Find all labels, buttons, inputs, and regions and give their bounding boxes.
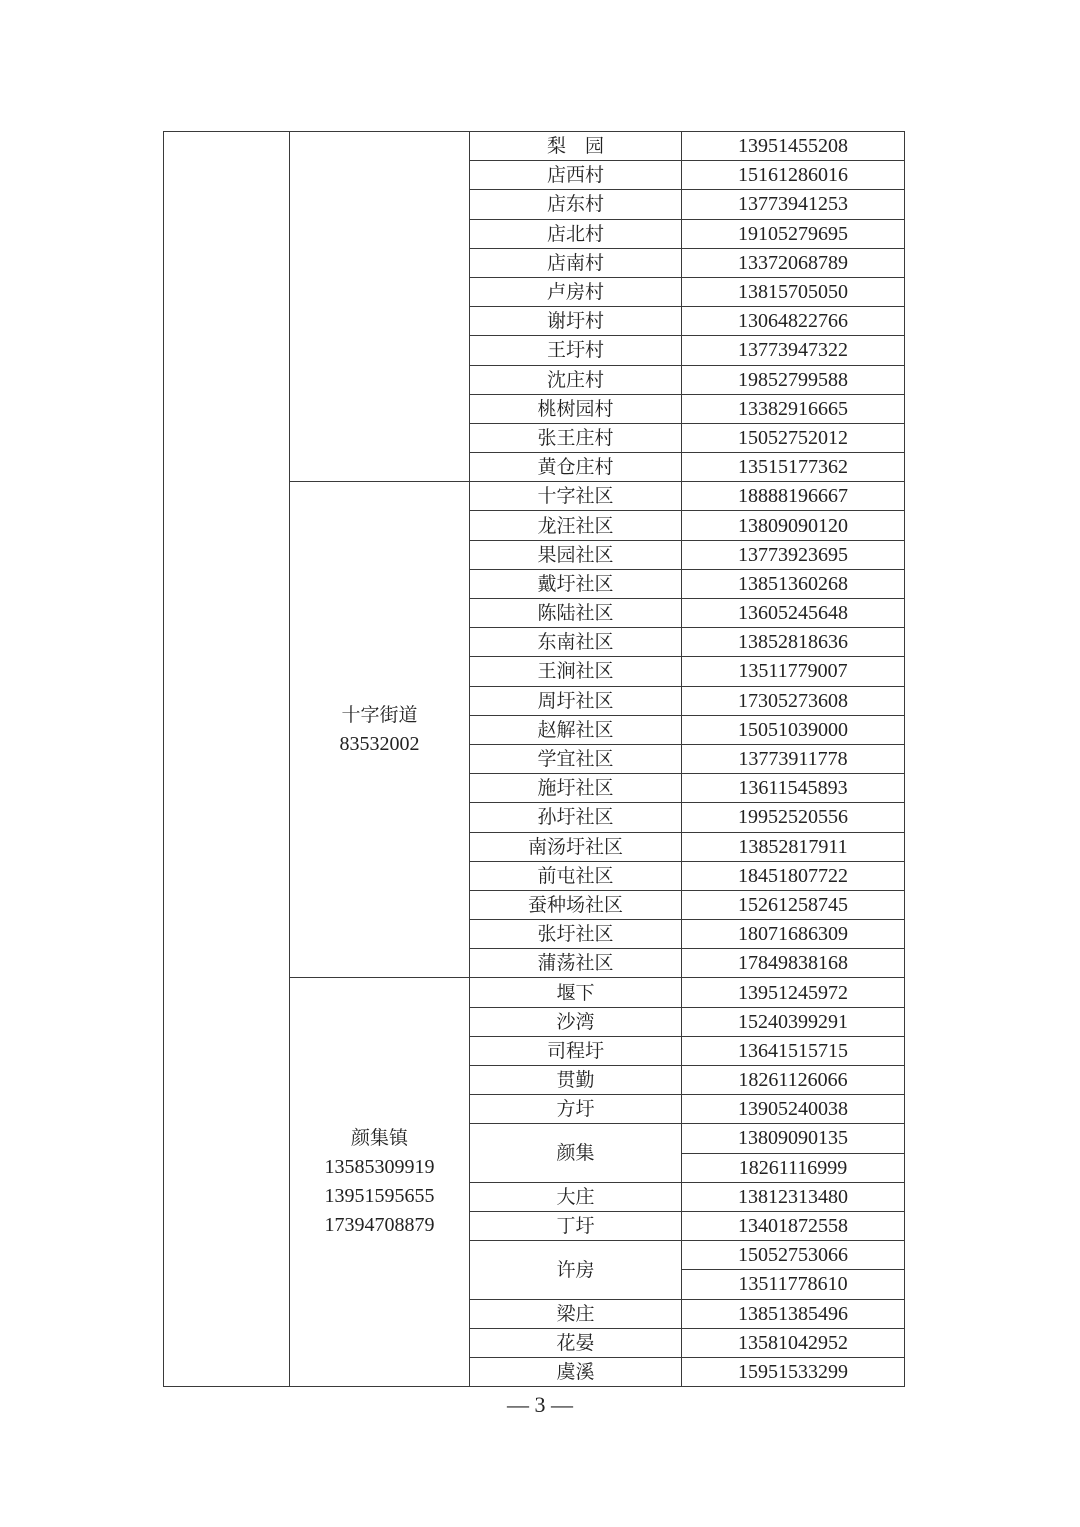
phone-number: 13064822766: [682, 307, 905, 336]
village-name: 陈陆社区: [470, 599, 682, 628]
village-name: 南汤圩社区: [470, 832, 682, 861]
phone-number: 15052752012: [682, 423, 905, 452]
phone-number: 18451807722: [682, 861, 905, 890]
phone-number: 15051039000: [682, 715, 905, 744]
village-name: 花晏: [470, 1328, 682, 1357]
town-cell: [290, 482, 470, 978]
phone-number: 18261126066: [682, 1066, 905, 1095]
phone-number: 13511778610: [682, 1270, 905, 1299]
town-cell: [290, 978, 470, 1387]
village-name: 赵解社区: [470, 715, 682, 744]
village-name: 黄仓庄村: [470, 453, 682, 482]
phone-number: 15951533299: [682, 1357, 905, 1386]
village-name: 司程圩: [470, 1036, 682, 1065]
phone-number: 13401872558: [682, 1211, 905, 1240]
phone-number: 13581042952: [682, 1328, 905, 1357]
phone-number: 15161286016: [682, 161, 905, 190]
phone-number: 19852799588: [682, 365, 905, 394]
village-name: 许房: [470, 1241, 682, 1299]
village-name: 店西村: [470, 161, 682, 190]
town-cell: [290, 132, 470, 482]
contact-table: [163, 131, 905, 1387]
village-name: 沙湾: [470, 1007, 682, 1036]
village-name: 谢圩村: [470, 307, 682, 336]
village-name: 张王庄村: [470, 423, 682, 452]
phone-number: 15052753066: [682, 1241, 905, 1270]
phone-number: 13809090120: [682, 511, 905, 540]
village-name: 孙圩社区: [470, 803, 682, 832]
phone-number: 15261258745: [682, 890, 905, 919]
town-phone: 13585309919: [324, 1156, 435, 1179]
village-name: 戴圩社区: [470, 569, 682, 598]
phone-number: 13605245648: [682, 599, 905, 628]
village-name: 东南社区: [470, 628, 682, 657]
phone-number: 13851360268: [682, 569, 905, 598]
village-name: 堰下: [470, 978, 682, 1007]
village-name: 桃树园村: [470, 394, 682, 423]
phone-number: 13852818636: [682, 628, 905, 657]
town-name: 十字街道: [341, 703, 418, 726]
phone-number: 18888196667: [682, 482, 905, 511]
village-name: 前屯社区: [470, 861, 682, 890]
phone-number: 13611545893: [682, 774, 905, 803]
phone-number: 15240399291: [682, 1007, 905, 1036]
phone-number: 13773923695: [682, 540, 905, 569]
table-body: [164, 132, 905, 1387]
village-name: 梁庄: [470, 1299, 682, 1328]
village-name: 丁圩: [470, 1211, 682, 1240]
phone-number: 17849838168: [682, 949, 905, 978]
phone-number: 13641515715: [682, 1036, 905, 1065]
village-name: 王涧社区: [470, 657, 682, 686]
phone-number: 13515177362: [682, 453, 905, 482]
village-name: 学宜社区: [470, 744, 682, 773]
village-name: 周圩社区: [470, 686, 682, 715]
village-name: 蚕种场社区: [470, 890, 682, 919]
village-name: 十字社区: [470, 482, 682, 511]
phone-number: 13773911778: [682, 744, 905, 773]
village-name: 店南村: [470, 248, 682, 277]
village-name: 张圩社区: [470, 920, 682, 949]
phone-number: 13773941253: [682, 190, 905, 219]
village-name: 施圩社区: [470, 774, 682, 803]
town-phone: 83532002: [339, 732, 420, 755]
phone-number: 13905240038: [682, 1095, 905, 1124]
village-name: 卢房村: [470, 277, 682, 306]
phone-number: 13773947322: [682, 336, 905, 365]
phone-number: 13951245972: [682, 978, 905, 1007]
table-row: [164, 132, 905, 161]
phone-number: 17305273608: [682, 686, 905, 715]
phone-number: 18261116999: [682, 1153, 905, 1182]
phone-number: 19952520556: [682, 803, 905, 832]
phone-number: 18071686309: [682, 920, 905, 949]
village-name: 店北村: [470, 219, 682, 248]
phone-number: 19105279695: [682, 219, 905, 248]
village-name: 颜集: [470, 1124, 682, 1182]
town-name: 颜集镇: [350, 1127, 408, 1150]
village-name: 梨 园: [470, 132, 682, 161]
phone-number: 13812313480: [682, 1182, 905, 1211]
village-name: 龙汪社区: [470, 511, 682, 540]
village-name: 蒲荡社区: [470, 949, 682, 978]
village-name: 方圩: [470, 1095, 682, 1124]
village-name: 贯勤: [470, 1066, 682, 1095]
phone-number: 13372068789: [682, 248, 905, 277]
town-phone: 17394708879: [324, 1214, 435, 1237]
phone-number: 13852817911: [682, 832, 905, 861]
phone-number: 13511779007: [682, 657, 905, 686]
town-phone: 13951595655: [324, 1185, 435, 1208]
phone-number: 13815705050: [682, 277, 905, 306]
village-name: 王圩村: [470, 336, 682, 365]
phone-number: 13809090135: [682, 1124, 905, 1153]
page-number: — 3 —: [507, 1392, 573, 1417]
phone-number: 13951455208: [682, 132, 905, 161]
phone-number: 13382916665: [682, 394, 905, 423]
village-name: 店东村: [470, 190, 682, 219]
village-name: 果园社区: [470, 540, 682, 569]
village-name: 沈庄村: [470, 365, 682, 394]
blank-category-cell: [164, 132, 290, 1387]
phone-number: 13851385496: [682, 1299, 905, 1328]
village-name: 大庄: [470, 1182, 682, 1211]
village-name: 虞溪: [470, 1357, 682, 1386]
